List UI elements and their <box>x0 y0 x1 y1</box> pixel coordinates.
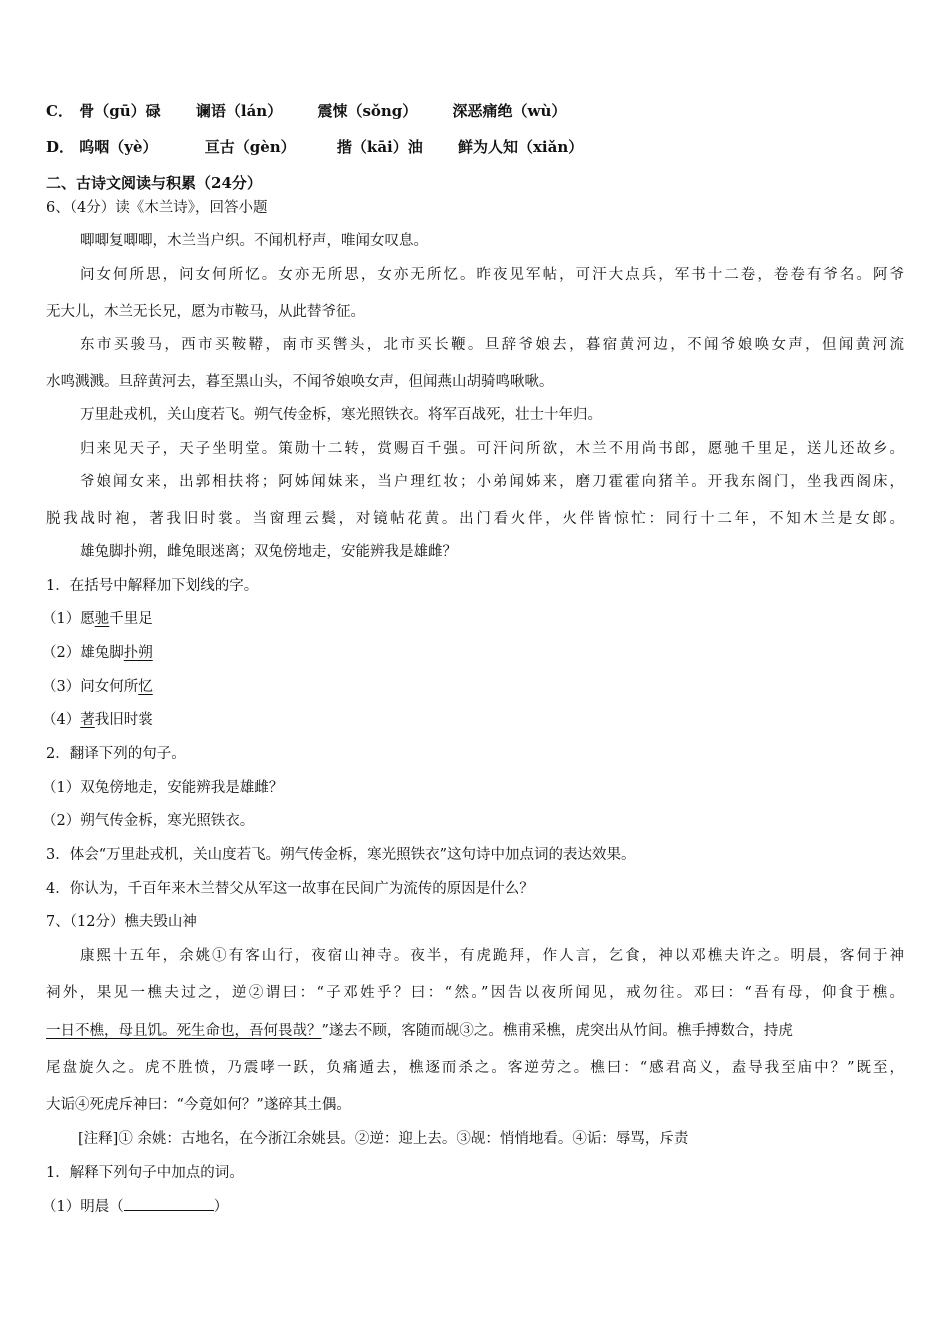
option-c-item-4: 深恶痛绝（wù） <box>452 102 567 120</box>
annotation-note: [注释]① 余姚：古地名，在今浙江余姚县。②逆：迎上去。③觇：悄悄地看。④诟：辱骂，斥责 <box>78 1131 689 1147</box>
section-title: 二、古诗文阅读与积累（24分） <box>46 174 262 192</box>
passage-line: 康熙十五年，余姚①有客山行，夜宿山神寺。夜半，有虎跪拜，作人言，乞食，神以邓樵夫许之。明晨，客伺于神 <box>80 948 904 964</box>
passage-line <box>46 1020 904 1042</box>
poem-line: 归来见天子，天子坐明堂。策勋十二转，赏赐百千强。可汗问所欲，木兰不用尚书郎，愿驰千里足，送儿还故乡。 <box>80 441 904 457</box>
item-text: 千里足 <box>109 611 153 627</box>
item-text: （4） <box>42 712 81 728</box>
q6-sub2-item-1: （1）双兔傍地走，安能辨我是雄雌？ <box>42 780 284 796</box>
q6-sub4: 4．你认为，千百年来木兰替父从军这一故事在民间广为流传的原因是什么？ <box>46 881 534 897</box>
passage-line: 尾盘旋久之。虎不胜愤，乃震哮一跃，负痛遁去，樵逐而杀之。客逆劳之。樵曰：“感君高义，盍导我至庙中？”既至， <box>46 1060 904 1076</box>
passage-text: ”遂去不顾，客随而觇③之。樵甫采樵，虎突出从竹间。樵手搏数合，持虎 <box>321 1023 793 1039</box>
poem-line: 唧唧复唧唧，木兰当户织。不闻机杼声，唯闻女叹息。 <box>80 233 428 249</box>
poem-line: 爷娘闻女来，出郭相扶将；阿姊闻妹来，当户理红妆；小弟闻姊来，磨刀霍霍向猪羊。开我东阁门，坐我西阁床， <box>80 474 904 490</box>
option-c-item-1: 骨（gū）碌 <box>79 102 161 120</box>
q6-sub1-item-3 <box>42 676 904 698</box>
poem-line: 无大儿，木兰无长兄，愿为市鞍马，从此替爷征。 <box>46 304 365 320</box>
answer-blank[interactable] <box>124 1196 214 1211</box>
q6-sub1: 1．在括号中解释加下划线的字。 <box>46 578 259 594</box>
option-d <box>46 136 904 158</box>
passage-line: 大诟④死虎斥神曰：“今竟如何？”遂碎其土偶。 <box>46 1097 351 1113</box>
underlined-word: 忆 <box>138 679 153 695</box>
underlined-word: 著 <box>80 712 95 728</box>
item-text: （1）明晨（ <box>42 1199 124 1215</box>
underlined-word: 扑朔 <box>123 645 153 661</box>
q7-sub1: 1．解释下列句子中加点的词。 <box>46 1165 244 1181</box>
item-text: （1）愿 <box>42 611 95 627</box>
q6-sub1-item-4 <box>42 709 904 731</box>
q6-sub1-item-2 <box>42 642 904 664</box>
option-c-item-2: 谰语（lán） <box>195 102 283 120</box>
q6-sub2-item-2: （2）朔气传金柝，寒光照铁衣。 <box>42 813 255 829</box>
item-text: （2）雄兔脚 <box>42 645 124 661</box>
poem-line: 雄兔脚扑朔，雌兔眼迷离；双兔傍地走，安能辨我是雄雌？ <box>80 544 457 560</box>
option-d-item-2: 亘古（gèn） <box>204 138 296 156</box>
q7-header: 7、（12分）樵夫毁山神 <box>46 914 197 930</box>
option-c-label: C． <box>46 102 73 120</box>
passage-line: 祠外，果见一樵夫过之，逆②谓曰：“子邓姓乎？曰：“然。”因告以夜所闻见，戒勿往。邓曰：“吾有母，仰食于樵。 <box>46 985 904 1001</box>
poem-line: 万里赴戎机，关山度若飞。朔气传金柝，寒光照铁衣。将军百战死，壮士十年归。 <box>80 407 602 423</box>
option-d-item-4: 鲜为人知（xiǎn） <box>457 138 584 156</box>
item-text: （3）问女何所 <box>42 679 139 695</box>
underlined-sentence: 一日不樵，母且饥。死生命也，吾何畏哉？ <box>46 1023 322 1039</box>
option-d-item-1: 呜咽（yè） <box>79 138 158 156</box>
q6-sub3: 3．体会“万里赴戎机，关山度若飞。朔气传金柝，寒光照铁衣”这句诗中加点词的表达效果。 <box>46 847 636 863</box>
item-text: 我旧时裳 <box>94 712 153 728</box>
option-d-label: D． <box>46 138 75 156</box>
q6-sub1-item-1 <box>42 608 904 630</box>
item-text: ） <box>213 1199 229 1215</box>
poem-line: 问女何所思，问女何所忆。女亦无所思，女亦无所忆。昨夜见军帖，可汗大点兵，军书十二卷，卷卷有爷名。阿爷 <box>80 267 904 283</box>
underlined-word: 驰 <box>94 611 110 627</box>
poem-line: 东市买骏马，西市买鞍鞯，南市买辔头，北市买长鞭。旦辞爷娘去，暮宿黄河边，不闻爷娘唤女声，但闻黄河流 <box>80 337 904 353</box>
poem-line: 水鸣溅溅。旦辞黄河去，暮至黑山头，不闻爷娘唤女声，但闻燕山胡骑鸣啾啾。 <box>46 374 554 390</box>
q6-sub2: 2．翻译下列的句子。 <box>46 746 186 762</box>
option-c-item-3: 震悚（sǒng） <box>317 102 418 120</box>
poem-line: 脱我战时袍，著我旧时裳。当窗理云鬓，对镜帖花黄。出门看火伴，火伴皆惊忙：同行十二年，不知木兰是女郎。 <box>46 511 904 527</box>
option-c <box>46 100 904 122</box>
q6-header: 6、（4分）读《木兰诗》，回答小题 <box>46 200 268 216</box>
option-d-item-3: 揩（kāi）油 <box>336 138 423 156</box>
q7-sub1-item-1 <box>42 1196 904 1218</box>
